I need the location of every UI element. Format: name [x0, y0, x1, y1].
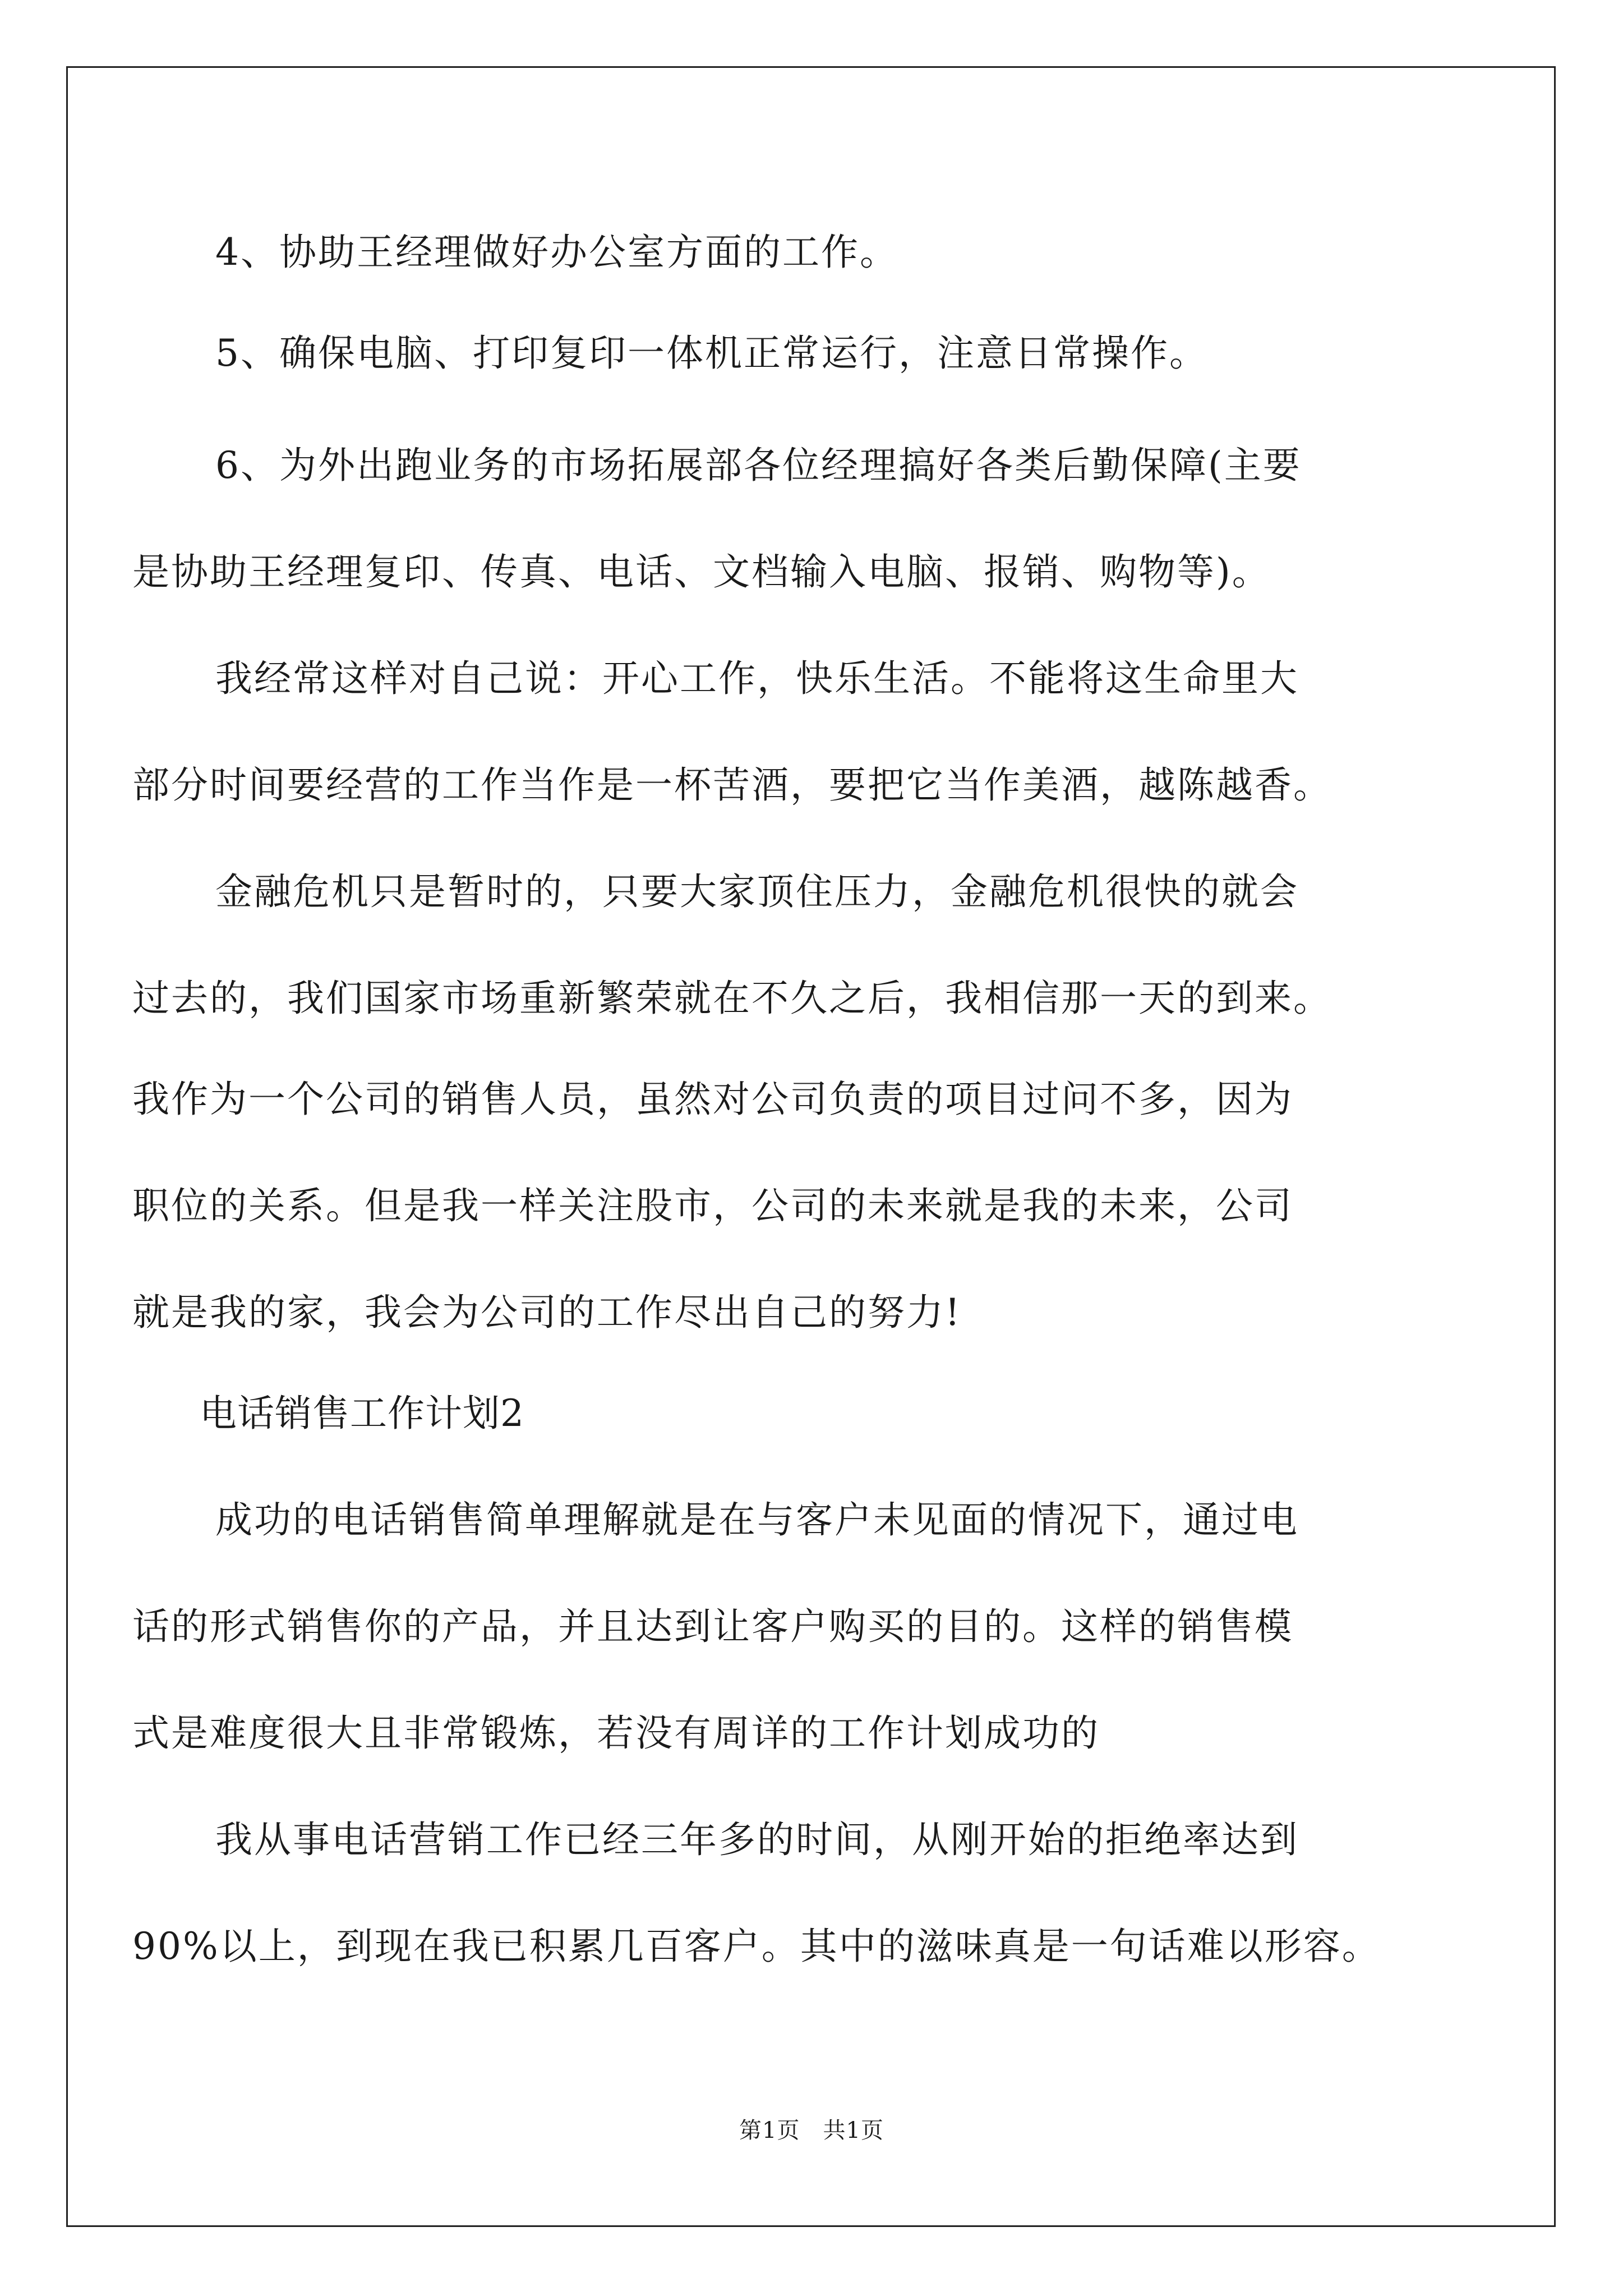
section-title: 电话销售工作计划2: [200, 1392, 524, 1435]
page-border: [66, 66, 1556, 2227]
paragraph-line: 是协助王经理复印、传真、电话、文档输入电脑、报销、购物等)。: [132, 550, 1271, 593]
paragraph-line: 6、为外出跑业务的市场拓展部各位经理搞好各类后勤保障(主要: [215, 444, 1302, 487]
paragraph-line: 话的形式销售你的产品，并且达到让客户购买的目的。这样的销售模: [132, 1605, 1293, 1648]
paragraph-line: 金融危机只是暂时的，只要大家顶住压力，金融危机很快的就会: [215, 870, 1299, 913]
paragraph-line: 成功的电话销售简单理解就是在与客户未见面的情况下，通过电: [215, 1498, 1299, 1542]
paragraph-line: 我从事电话营销工作已经三年多的时间，从刚开始的拒绝率达到: [215, 1818, 1299, 1861]
paragraph-line: 就是我的家，我会为公司的工作尽出自己的努力!: [132, 1291, 962, 1334]
paragraph-line: 我作为一个公司的销售人员，虽然对公司负责的项目过问不多，因为: [132, 1078, 1293, 1121]
paragraph-line: 职位的关系。但是我一样关注股市，公司的未来就是我的未来，公司: [132, 1184, 1293, 1227]
paragraph-line: 过去的，我们国家市场重新繁荣就在不久之后，我相信那一天的到来。: [132, 977, 1332, 1020]
paragraph-line: 4、协助王经理做好办公室方面的工作。: [215, 231, 898, 274]
paragraph-line: 式是难度很大且非常锻炼，若没有周详的工作计划成功的: [132, 1711, 1100, 1755]
paragraph-line: 部分时间要经营的工作当作是一杯苦酒，要把它当作美酒，越陈越香。: [132, 763, 1332, 807]
paragraph-line: 90%以上，到现在我已积累几百客户。其中的滋味真是一句话难以形容。: [132, 1925, 1381, 1968]
paragraph-line: 5、确保电脑、打印复印一体机正常运行，注意日常操作。: [215, 332, 1208, 375]
page-number-footer: 第1页 共1页: [739, 2118, 884, 2143]
paragraph-line: 我经常这样对自己说：开心工作，快乐生活。不能将这生命里大: [215, 657, 1299, 700]
